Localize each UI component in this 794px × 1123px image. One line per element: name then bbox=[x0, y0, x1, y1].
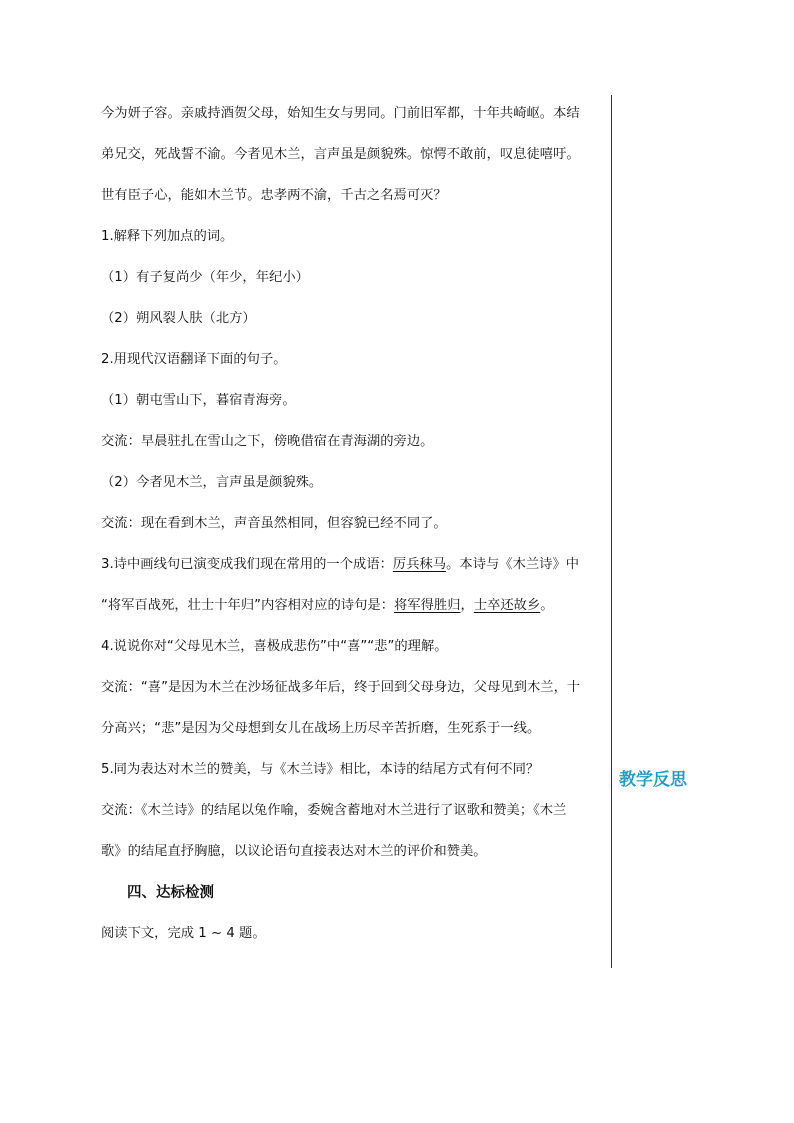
question-3-line-2 bbox=[101, 596, 606, 616]
poem-line-2: 弟兄交，死战誓不渝。今者见木兰，言声虽是颜貌殊。惊愕不敢前，叹息徒嘻吁。 bbox=[101, 147, 580, 162]
answer-2-1: 交流：早晨驻扎在雪山之下，傍晚借宿在青海湖的旁边。 bbox=[101, 434, 434, 449]
answer-4-line-1: 交流：“喜”是因为木兰在沙场征战多年后，终于回到父母身边，父母见到木兰，十 bbox=[101, 680, 581, 695]
question-2: 2.用现代汉语翻译下面的句子。 bbox=[101, 352, 287, 367]
question-3-text-2: “将军百战死，壮士十年归”内容相对应的诗句是： bbox=[101, 598, 395, 613]
question-5: 5.同为表达对木兰的赞美，与《木兰诗》相比，本诗的结尾方式有何不同？ bbox=[101, 762, 540, 777]
question-3-text: 3.诗中画线句已演变成我们现在常用的一个成语： bbox=[101, 557, 393, 572]
question-1-item-2: （2）朔风裂人肤（北方） bbox=[101, 311, 256, 326]
question-4: 4.说说你对“父母见木兰，喜极成悲伤”中“喜”“悲”的理解。 bbox=[101, 639, 448, 654]
answer-2-2: 交流：现在看到木兰，声音虽然相同，但容貌已经不同了。 bbox=[101, 516, 447, 531]
section-heading: 四、达标检测 bbox=[127, 885, 214, 901]
question-3-text-tail: 。本诗与《木兰诗》中 bbox=[446, 557, 580, 572]
answer-end: 。 bbox=[540, 598, 554, 613]
answer-5-line-2: 歌》的结尾直抒胸臆，以议论语句直接表达对木兰的评价和赞美。 bbox=[101, 844, 487, 859]
answer-separator: ， bbox=[460, 598, 474, 613]
question-1: 1.解释下列加点的词。 bbox=[101, 229, 234, 244]
poem-line-3: 世有臣子心，能如木兰节。忠孝两不渝，千古之名焉可灭？ bbox=[101, 188, 447, 203]
column-divider bbox=[611, 95, 612, 968]
teaching-reflection-label: 教学反思 bbox=[619, 770, 687, 790]
question-2-item-1: （1）朝屯雪山下，暮宿青海旁。 bbox=[101, 393, 296, 408]
question-1-item-1: （1）有子复尚少（年少，年纪小） bbox=[101, 270, 309, 285]
reading-instruction: 阅读下文，完成 1 ~ 4 题。 bbox=[101, 926, 266, 941]
answer-4-line-2: 分高兴；“悲”是因为父母想到女儿在战场上历尽辛苦折磨，生死系于一线。 bbox=[101, 721, 541, 736]
answer-5-line-1: 交流：《木兰诗》的结尾以兔作喻，委婉含蓄地对木兰进行了讴歌和赞美；《木兰 bbox=[101, 803, 567, 818]
document-body bbox=[101, 104, 606, 965]
question-3-line-1 bbox=[101, 555, 606, 575]
verse-answer-2: 士卒还故乡 bbox=[473, 598, 541, 613]
question-2-item-2: （2）今者见木兰，言声虽是颜貌殊。 bbox=[101, 475, 323, 490]
verse-answer-1: 将军得胜归 bbox=[394, 598, 461, 613]
idiom-answer: 厉兵秣马 bbox=[392, 557, 447, 572]
poem-line-1: 今为妍子容。亲戚持酒贺父母，始知生女与男同。门前旧军都，十年共崎岖。本结 bbox=[101, 106, 580, 121]
